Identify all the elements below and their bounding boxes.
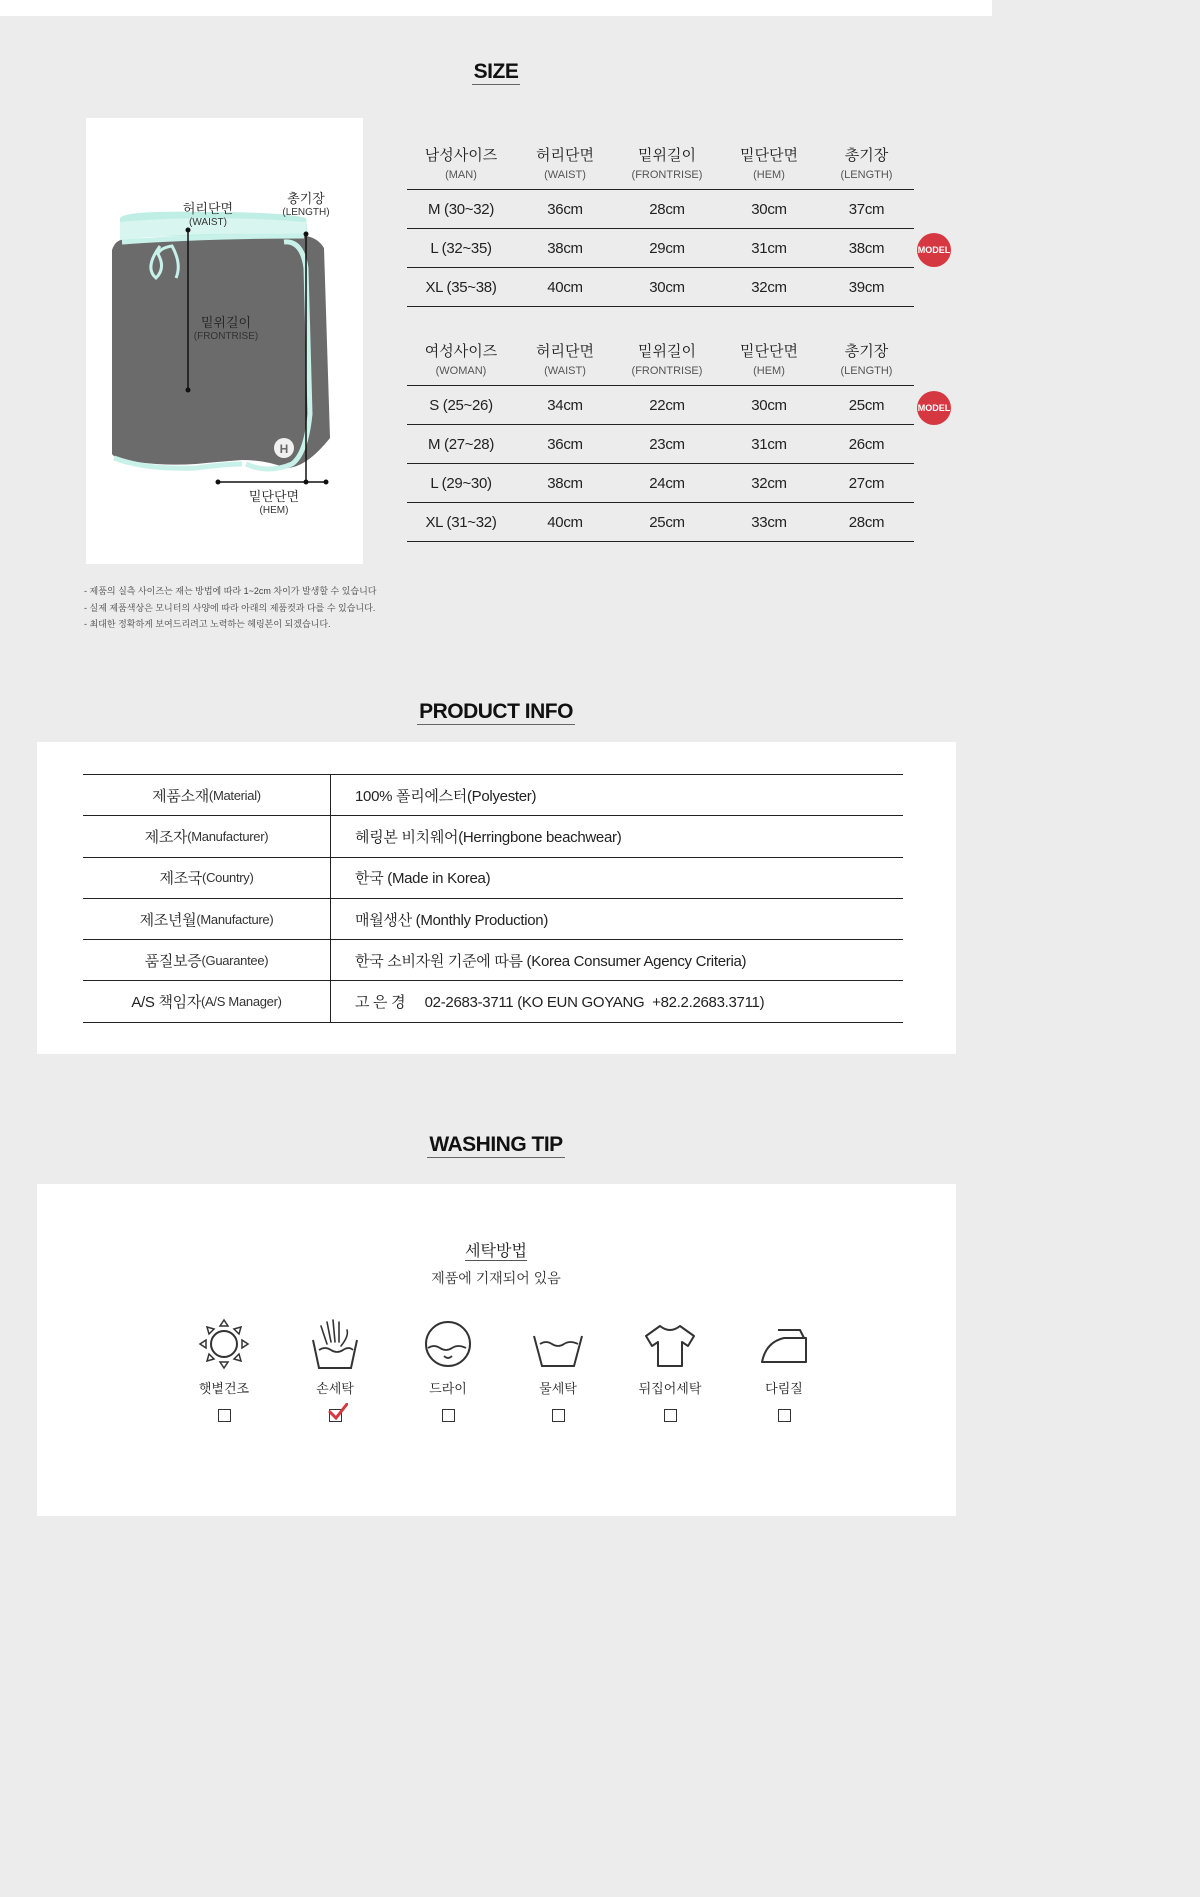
- note-line: - 실제 제품색상은 모니터의 사양에 따라 아래의 제품컷과 다를 수 있습니다.: [84, 602, 376, 613]
- wash-item-water: [513, 1316, 603, 1422]
- size-section-title: SIZE: [473, 60, 519, 83]
- note-line: - 최대한 정확하게 보여드리려고 노력하는 헤링본이 되겠습니다.: [84, 619, 331, 629]
- checkbox[interactable]: [442, 1409, 455, 1422]
- wash-item-label: 드라이: [429, 1381, 467, 1396]
- table-row: S (25~26) 34cm 22cm 30cm 25cm: [407, 386, 914, 425]
- washing-heading: 세탁방법: [465, 1243, 527, 1260]
- machine-wash-icon: [530, 1316, 586, 1372]
- checkbox[interactable]: [778, 1409, 791, 1422]
- checkmark-icon: [328, 1403, 348, 1421]
- product-info-table: [83, 774, 903, 1023]
- wash-item-label: 뒤집어세탁: [638, 1381, 702, 1396]
- table-row: XL (31~32) 40cm 25cm 33cm 28cm: [407, 503, 914, 542]
- table-row: 품질보증 (Guarantee) 한국 소비자원 기준에 따름 (Korea Consumer Agency Criteria): [83, 940, 903, 981]
- table-row: 제조년월 (Manufacture) 매월생산 (Monthly Production): [83, 899, 903, 940]
- checkbox[interactable]: [218, 1409, 231, 1422]
- wash-item-label: 손세탁: [316, 1381, 354, 1396]
- washing-tip-title: WASHING TIP: [429, 1133, 563, 1156]
- svg-text:H: H: [279, 442, 289, 456]
- wash-item-dry: [403, 1316, 493, 1422]
- table-row: M (30~32) 36cm 28cm 30cm 37cm: [407, 190, 914, 229]
- table-row: L (29~30) 38cm 24cm 32cm 27cm: [407, 464, 914, 503]
- table-row: 제품소재 (Material) 100% 폴리에스터(Polyester): [83, 775, 903, 816]
- washing-subheading: 제품에 기재되어 있음: [431, 1270, 561, 1286]
- hand-wash-icon: [307, 1316, 363, 1372]
- waist-label: 허리단면 (WAIST): [182, 201, 234, 228]
- table-row: L (32~35) 38cm 29cm 31cm 38cm: [407, 229, 914, 268]
- table-row: 제조자 (Manufacturer) 헤링본 비치웨어(Herringbone beachwear): [83, 816, 903, 857]
- table-row: M (27~28) 36cm 23cm 31cm 26cm: [407, 425, 914, 464]
- wash-item-iron: [739, 1316, 829, 1422]
- dry-clean-icon: [420, 1316, 476, 1372]
- model-badge-men: MODEL: [917, 233, 951, 267]
- hem-label: 밑단단면 (HEM): [248, 489, 300, 516]
- women-size-table: [407, 344, 914, 542]
- men-size-table: [407, 148, 914, 307]
- sun-icon: [196, 1316, 252, 1372]
- shorts-size-diagram: [86, 118, 363, 564]
- table-row: A/S 책임자 (A/S Manager) 고 은 경 02-2683-3711 (KO EUN GOYANG +82.2.2683.3711): [83, 981, 903, 1022]
- table-row: XL (35~38) 40cm 30cm 32cm 39cm: [407, 268, 914, 307]
- frontrise-label: 밑위길이 (FRONTRISE): [193, 315, 259, 342]
- size-notes: [84, 583, 377, 633]
- length-label: 총기장 (LENGTH): [282, 191, 330, 218]
- iron-icon: [756, 1316, 812, 1372]
- men-table-header: 남성사이즈 (MAN) 허리단면 (WAIST) 밑위길이 (FRONTRISE) 밑단단면 (HEM) 총기장 (LENGTH): [407, 148, 914, 190]
- checkbox[interactable]: [664, 1409, 677, 1422]
- checkbox-checked[interactable]: [329, 1409, 342, 1422]
- wash-item-label: 다림질: [765, 1381, 803, 1396]
- model-badge-women: MODEL: [917, 391, 951, 425]
- tshirt-icon: [642, 1316, 698, 1372]
- wash-item-label: 물세탁: [539, 1381, 577, 1396]
- wash-item-label: 햇볕건조: [198, 1381, 250, 1396]
- checkbox[interactable]: [552, 1409, 565, 1422]
- note-line: - 제품의 실측 사이즈는 재는 방법에 따라 1~2cm 차이가 발생할 수 있습니다: [84, 586, 377, 596]
- top-strip: [0, 0, 992, 16]
- wash-item-handwash: [290, 1316, 380, 1422]
- women-table-header: 여성사이즈 (WOMAN) 허리단면 (WAIST) 밑위길이 (FRONTRISE) 밑단단면 (HEM) 총기장 (LENGTH): [407, 344, 914, 386]
- wash-item-inside-out: [625, 1316, 715, 1422]
- wash-item-sun: [179, 1316, 269, 1422]
- product-info-title: PRODUCT INFO: [419, 700, 573, 723]
- table-row: 제조국 (Country) 한국 (Made in Korea): [83, 858, 903, 899]
